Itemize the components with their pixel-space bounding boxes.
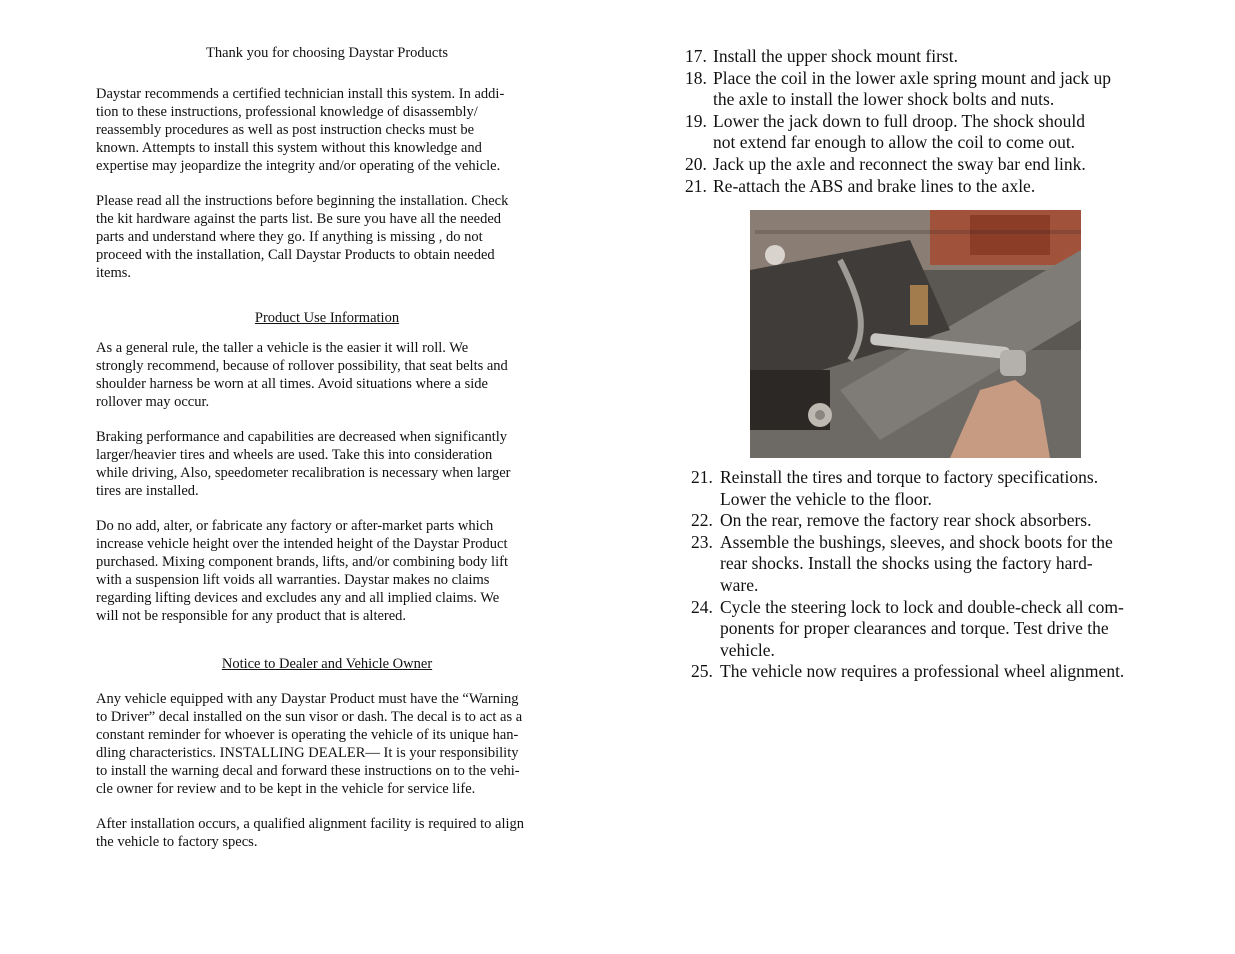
- product-use-paragraph-3: Do no add, alter, or fabricate any factory or after-market parts which increase vehicle height over the intended height of the Daystar Product purchased. Mixing component brands, lifts, and/or combining body lift with a suspension lift voids all warranties. Daystar makes no claims regarding lifting devices and excludes any and all implied claims. We will not be responsible for any product that is altered.: [96, 518, 508, 624]
- step-item: [685, 176, 1155, 198]
- step-item: [685, 111, 1155, 154]
- product-use-paragraph-2: Braking performance and capabilities are decreased when significantly larger/heavier tires and wheels are used. Take this into consideration while driving, Also, speedometer recalibration is necessary when larger tires are installed.: [96, 429, 511, 499]
- step-number: 21.: [691, 467, 713, 487]
- step-number: 23.: [691, 531, 713, 552]
- install-photo-illustration: [750, 210, 1081, 458]
- step-number: 17.: [685, 46, 707, 66]
- step-item: [691, 661, 1161, 683]
- step-number: 20.: [685, 153, 707, 174]
- step-number: 21.: [685, 175, 707, 196]
- notice-paragraph-1: Any vehicle equipped with any Daystar Product must have the “Warning to Driver” decal installed on the sun visor or dash. The decal is to act as a constant reminder for whoever is operating the vehicle of its unique han- dling characteristics. INSTALLING DEALER— It is your responsibility to install the warning decal and forward these instructions on to the vehi- cle owner for review and to be kept in the vehicle for service life.: [96, 691, 523, 797]
- step-item: [691, 597, 1161, 662]
- step-text: Jack up the axle and reconnect the sway bar end link.: [713, 153, 1086, 174]
- step-number: 18.: [685, 67, 707, 88]
- step-text: The vehicle now requires a professional wheel alignment.: [720, 661, 1125, 682]
- step-number: 25.: [691, 661, 713, 682]
- thank-you-line: Thank you for choosing Daystar Products: [205, 45, 449, 61]
- step-item: [685, 46, 1155, 68]
- step-number: 19.: [685, 110, 707, 131]
- step-item: [685, 68, 1155, 111]
- step-item: [685, 154, 1155, 176]
- step-number: 24.: [691, 596, 713, 617]
- step-item: [691, 467, 1161, 510]
- step-text: On the rear, remove the factory rear shock absorbers.: [720, 510, 1092, 531]
- notice-paragraph-2: After installation occurs, a qualified alignment facility is required to align the vehicle to factory specs.: [96, 816, 525, 850]
- step-text: Lower the jack down to full droop. The shock should not extend far enough to allow the coil to come out.: [713, 110, 1085, 153]
- step-text: Cycle the steering lock to lock and double-check all com- ponents for proper clearances and torque. Test drive the vehicle.: [720, 596, 1124, 660]
- steps-list-lower: [691, 467, 1161, 683]
- steps-list-upper: [685, 46, 1155, 197]
- intro-paragraph-2: Please read all the instructions before beginning the installation. Check the kit hardware against the parts list. Be sure you have all the needed parts and understand where they go. If anything is missing , do not proceed with the installation, Call Daystar Products to obtain needed items.: [96, 193, 509, 281]
- step-text: Assemble the bushings, sleeves, and shock boots for the rear shocks. Install the shocks using the factory hard- ware.: [720, 531, 1113, 595]
- step-text: Re-attach the ABS and brake lines to the axle.: [713, 175, 1036, 196]
- notice-heading: Notice to Dealer and Vehicle Owner: [221, 656, 433, 672]
- left-column: [96, 44, 558, 868]
- step-text: Place the coil in the lower axle spring mount and jack up the axle to install the lower shock bolts and nuts.: [713, 67, 1112, 110]
- install-photo: [750, 210, 1081, 458]
- step-text: Install the upper shock mount first.: [713, 46, 958, 66]
- step-item: [691, 510, 1161, 532]
- step-text: Reinstall the tires and torque to factory specifications. Lower the vehicle to the floor.: [720, 467, 1099, 509]
- intro-paragraph-1: Daystar recommends a certified technician install this system. In addi- tion to these instructions, professional knowledge of disassembly/ reassembly procedures as well as post instruction checks must be known. Attempts to install this system without this knowledge and expertise may jeopardize the integrity and/or operating of the vehicle.: [96, 86, 505, 174]
- step-item: [691, 532, 1161, 597]
- step-number: 22.: [691, 510, 713, 531]
- product-use-heading: Product Use Information: [254, 310, 400, 326]
- product-use-paragraph-1: As a general rule, the taller a vehicle is the easier it will roll. We strongly recommend, because of rollover possibility, that seat belts and shoulder harness be worn at all times. Avoid situations where a side rollover may occur.: [96, 340, 508, 410]
